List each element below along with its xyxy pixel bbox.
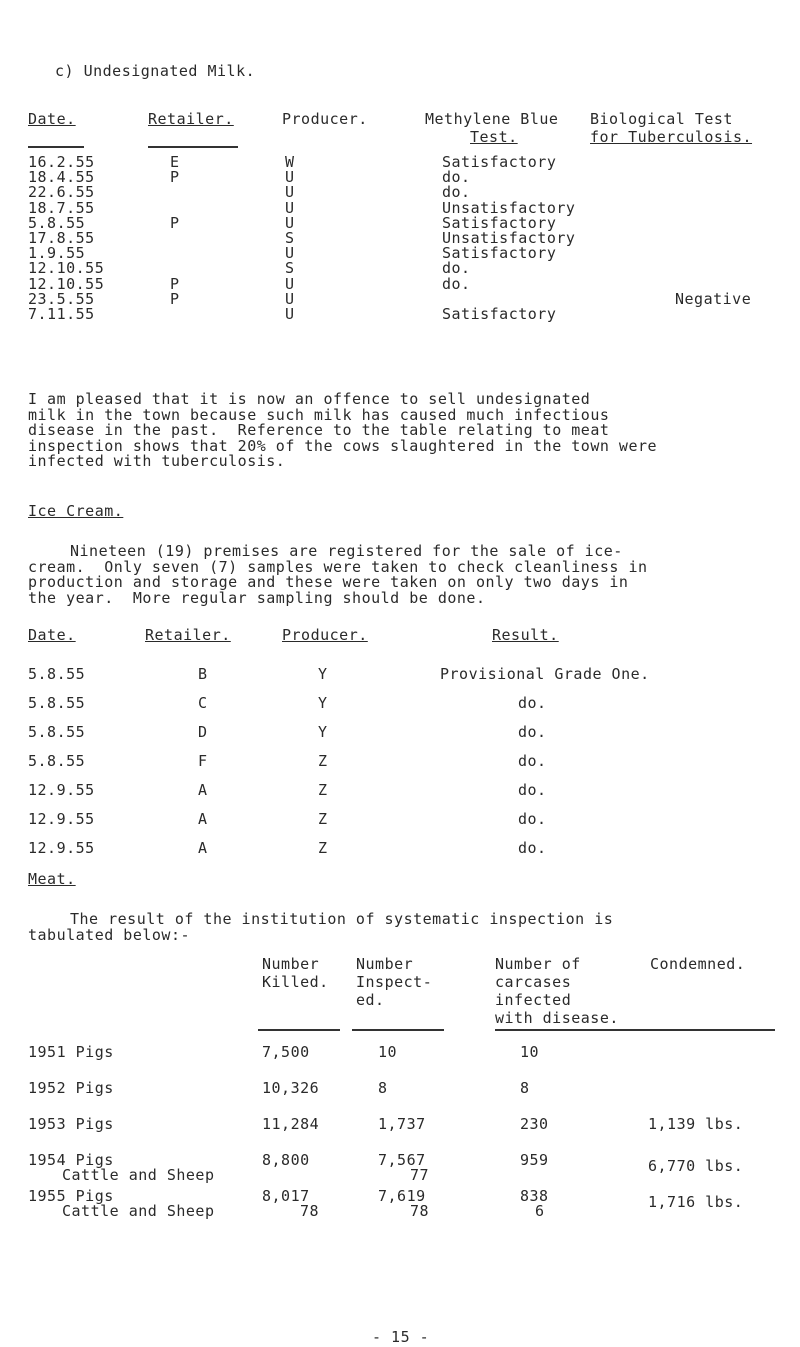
meat-header-condemned: Condemned. [650, 955, 746, 973]
cell-inspected-2: 77 [410, 1166, 430, 1184]
cell-methylene: Unsatisfactory [442, 229, 576, 247]
header-retailer: Retailer. [148, 110, 234, 128]
cell-year: 1955 Pigs [28, 1187, 114, 1205]
meat-header-infected-4: with disease. [495, 1009, 619, 1027]
cell-date: 5.8.55 [28, 213, 86, 232]
cell-producer: U [285, 168, 295, 187]
cell-retailer: C [198, 694, 208, 712]
ice-header-producer: Producer. [282, 626, 368, 644]
meat-header-killed-2: Killed. [262, 973, 329, 991]
cell-year: 1953 Pigs [28, 1115, 114, 1133]
paragraph-line: cream. Only seven (7) samples were taken to check cleanliness in [28, 557, 648, 576]
meat-header-infected-3: infected [495, 991, 572, 1009]
cell-date: 16.2.55 [28, 153, 95, 171]
paragraph-line: Nineteen (19) premises are registered for the sale of ice- [70, 542, 623, 560]
cell-infected: 10 [520, 1043, 540, 1061]
cell-condemned: 1,716 lbs. [648, 1193, 744, 1211]
cell-condemned: 6,770 lbs. [648, 1157, 744, 1175]
paragraph-line: I am pleased that it is now an offence to sell undesignated [28, 390, 591, 408]
paragraph-line: the year. More regular sampling should be done. [28, 588, 486, 607]
cell-producer: U [285, 274, 295, 293]
cell-date: 18.4.55 [28, 168, 95, 187]
paragraph-line: tabulated below:- [28, 926, 191, 944]
cell-methylene: Satisfactory [442, 213, 557, 232]
cell-producer: Y [318, 723, 328, 741]
cell-methylene: do. [442, 274, 471, 293]
header-tuberculosis: for Tuberculosis. [590, 128, 753, 146]
paragraph-line: production and storage and these were taken on only two days in [28, 573, 629, 591]
header-producer: Producer. [282, 110, 368, 128]
cell-date: 17.8.55 [28, 229, 95, 247]
meat-header-rule [258, 1029, 340, 1031]
cell-retailer: P [170, 289, 180, 308]
cell-killed: 8,800 [262, 1151, 310, 1169]
cell-methylene: Unsatisfactory [442, 198, 576, 217]
paragraph-line: infected with tuberculosis. [28, 452, 286, 470]
ice-header-date: Date. [28, 626, 76, 644]
cell-date: 12.10.55 [28, 259, 105, 278]
ice-cream-heading: Ice Cream. [28, 502, 124, 520]
cell-producer: S [285, 229, 295, 247]
cell-producer: U [285, 183, 295, 202]
paragraph-line: disease in the past. Reference to the table relating to meat [28, 421, 610, 439]
meat-header-inspected-2: Inspect- [356, 973, 433, 991]
cell-killed: 11,284 [262, 1115, 320, 1133]
cell-methylene: do. [442, 168, 471, 187]
meat-header-inspected-1: Number [356, 955, 414, 973]
cell-methylene: do. [442, 259, 471, 278]
header-rule [148, 146, 238, 148]
cell-year: 1952 Pigs [28, 1079, 114, 1097]
header-methylene-test: Test. [470, 128, 518, 146]
cell-killed: 10,326 [262, 1079, 320, 1097]
cell-infected: 8 [520, 1079, 530, 1097]
cell-retailer: B [198, 665, 208, 683]
cell-date: 5.8.55 [28, 752, 86, 770]
cell-date: 12.9.55 [28, 810, 95, 828]
cell-inspected: 7,619 [378, 1187, 426, 1205]
meat-header-rule [495, 1029, 775, 1031]
cell-result: Provisional Grade One. [440, 665, 650, 683]
cell-retailer: F [198, 752, 208, 770]
cell-inspected: 7,567 [378, 1151, 426, 1169]
cell-retailer: D [198, 723, 208, 741]
cell-producer: Z [318, 781, 328, 799]
cell-year: 1951 Pigs [28, 1043, 114, 1061]
cell-inspected: 8 [378, 1079, 388, 1097]
cell-result: do. [518, 723, 547, 741]
meat-header-infected-2: carcases [495, 973, 572, 991]
meat-header-infected-1: Number of [495, 955, 581, 973]
header-rule [28, 146, 84, 148]
cell-methylene: Satisfactory [442, 244, 557, 263]
meat-header-inspected-3: ed. [356, 991, 385, 1009]
cell-producer: U [285, 305, 295, 323]
cell-producer: Y [318, 665, 328, 683]
meat-header-rule [352, 1029, 444, 1031]
header-biological: Biological Test [590, 110, 733, 128]
cell-sub: Cattle and Sheep [62, 1166, 215, 1184]
cell-retailer: P [170, 168, 180, 187]
cell-retailer: E [170, 153, 180, 171]
cell-producer: W [285, 153, 295, 171]
cell-infected: 838 [520, 1187, 549, 1205]
cell-result: do. [518, 752, 547, 770]
cell-infected: 230 [520, 1115, 549, 1133]
cell-killed: 8,017 [262, 1187, 310, 1205]
cell-date: 22.6.55 [28, 183, 95, 202]
cell-date: 5.8.55 [28, 694, 86, 712]
header-methylene-blue: Methylene Blue [425, 110, 559, 128]
cell-inspected-2: 78 [410, 1202, 430, 1220]
cell-date: 12.10.55 [28, 274, 105, 293]
cell-producer: Z [318, 839, 328, 857]
cell-producer: U [285, 289, 295, 308]
cell-date: 12.9.55 [28, 781, 95, 799]
paragraph-line: milk in the town because such milk has caused much infectious [28, 405, 610, 424]
cell-date: 5.8.55 [28, 665, 86, 683]
cell-methylene: Satisfactory [442, 153, 557, 171]
cell-sub: Cattle and Sheep [62, 1202, 215, 1220]
cell-result: do. [518, 839, 547, 857]
cell-producer: U [285, 213, 295, 232]
cell-date: 18.7.55 [28, 198, 95, 217]
cell-date: 12.9.55 [28, 839, 95, 857]
cell-retailer: A [198, 839, 208, 857]
cell-retailer: A [198, 810, 208, 828]
cell-retailer: P [170, 213, 180, 232]
cell-retailer: P [170, 274, 180, 293]
cell-inspected: 1,737 [378, 1115, 426, 1133]
cell-date: 7.11.55 [28, 305, 95, 323]
meat-header-killed-1: Number [262, 955, 320, 973]
cell-date: 1.9.55 [28, 244, 86, 263]
section-heading: c) Undesignated Milk. [55, 62, 256, 80]
page-number: - 15 - [372, 1328, 430, 1346]
cell-methylene: Satisfactory [442, 305, 557, 323]
cell-date: 23.5.55 [28, 289, 95, 308]
cell-result: do. [518, 694, 547, 712]
cell-methylene: do. [442, 183, 471, 202]
cell-infected: 959 [520, 1151, 549, 1169]
cell-result: do. [518, 810, 547, 828]
cell-infected-2: 6 [535, 1202, 545, 1220]
ice-header-retailer: Retailer. [145, 626, 231, 644]
cell-producer: U [285, 244, 295, 263]
cell-year: 1954 Pigs [28, 1151, 114, 1169]
cell-killed-2: 78 [300, 1202, 320, 1220]
cell-result: do. [518, 781, 547, 799]
cell-date: 5.8.55 [28, 723, 86, 741]
cell-producer: S [285, 259, 295, 278]
cell-bio: Negative [675, 289, 752, 308]
cell-producer: U [285, 198, 295, 217]
ice-header-result: Result. [492, 626, 559, 644]
paragraph-line: inspection shows that 20% of the cows slaughtered in the town were [28, 436, 658, 455]
cell-killed: 7,500 [262, 1043, 310, 1061]
cell-producer: Z [318, 752, 328, 770]
cell-retailer: A [198, 781, 208, 799]
cell-inspected: 10 [378, 1043, 398, 1061]
paragraph-line: The result of the institution of systematic inspection is [70, 910, 614, 928]
cell-producer: Z [318, 810, 328, 828]
cell-producer: Y [318, 694, 328, 712]
header-date: Date. [28, 110, 76, 128]
cell-condemned: 1,139 lbs. [648, 1115, 744, 1133]
meat-heading: Meat. [28, 870, 76, 888]
